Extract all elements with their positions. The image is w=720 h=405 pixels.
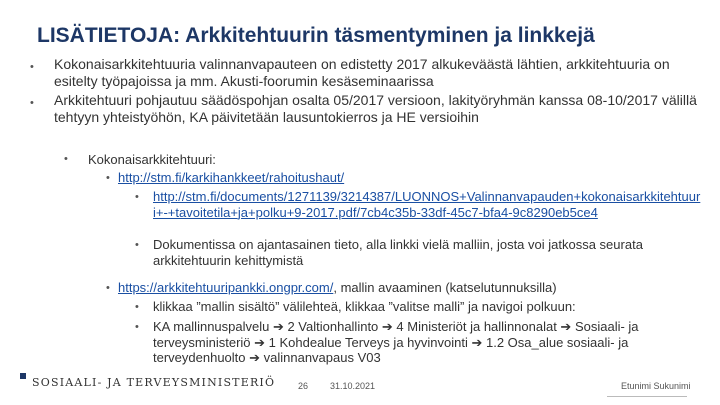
- link-kokonaisarkkitehtuuri-pdf[interactable]: http://stm.fi/documents/1271139/3214387/LUONNOS+Valinnanvapauden+kokonaisarkkitehtuuri+-+tavoitetila+ja+polku+9-2017.pdf/7cb4c35b-33df-45c7-bfa4-9c8290eb5ce4: [153, 189, 701, 220]
- bullet-marker: •: [106, 172, 110, 184]
- link-arkkitehtuuripankki[interactable]: https://arkkitehtuuripankki.ongpr.com/: [118, 280, 334, 295]
- bullet-marker: •: [64, 153, 68, 165]
- bullet-marker: •: [135, 191, 139, 203]
- bullet-marker: •: [135, 239, 139, 251]
- bullet-marker: •: [135, 301, 139, 313]
- sub-bullet-architecture: Kokonaisarkkitehtuuri:: [88, 152, 216, 167]
- document-note: Dokumentissa on ajantasainen tieto, alla linkki vielä malliin, josta voi jatkossa seurata arkkitehtuurin kehittymistä: [153, 237, 643, 268]
- logo-mark-icon: [20, 373, 26, 379]
- footer-divider: [607, 396, 687, 397]
- navigation-path: KA mallinnuspalvelu ➔ 2 Valtionhallinto ➔ 4 Ministeriöt ja hallinnonalat ➔ Sosiaali- ja terveysministeriö ➔ 1 Kohdealue Terveys ja hyvinvointi ➔ 1.2 Osa_alue sosiaali- ja terveydenhuolto ➔ valinnanvapaus V03: [153, 319, 639, 366]
- sub-bullet-model: [118, 280, 703, 296]
- bullet-marker: •: [106, 282, 110, 294]
- footer-author: Etunimi Sukunimi: [621, 381, 691, 391]
- link-rahoitushaut[interactable]: http://stm.fi/karkihankkeet/rahoitushaut/: [118, 170, 345, 185]
- bullet-2: Arkkitehtuuri pohjautuu säädöspohjan osalta 05/2017 versioon, lakityöryhmän kanssa 08-10/2017 välillä tehtyyn yhteistyöhön, KA päivitetään lausuntokierros ja HE versioihin: [54, 92, 697, 125]
- link-suffix: , mallin avaaminen (katselutunnuksilla): [333, 280, 557, 295]
- bullet-1: Kokonaisarkkitehtuuria valinnanvapauteen on edistetty 2017 alkukeväästä lähtien, arkkitehtuuria on esitelty työpajoissa ja mm. Akusti-foorumin kesäseminaarissa: [54, 56, 670, 89]
- slide-title: LISÄTIETOJA: Arkkitehtuurin täsmentyminen ja linkkejä: [37, 24, 595, 47]
- logo-text: SOSIAALI- JA TERVEYSMINISTERIÖ: [32, 376, 276, 389]
- footer-date: 31.10.2021: [330, 381, 376, 391]
- ministry-logo: [20, 373, 276, 393]
- bullet-marker: •: [30, 97, 34, 109]
- bullet-marker: •: [135, 321, 139, 333]
- step-instructions: klikkaa ”mallin sisältö” välilehteä, klikkaa ”valitse malli” ja navigoi polkuun:: [153, 299, 576, 314]
- bullet-marker: •: [30, 61, 34, 73]
- page-number: 26: [298, 381, 309, 391]
